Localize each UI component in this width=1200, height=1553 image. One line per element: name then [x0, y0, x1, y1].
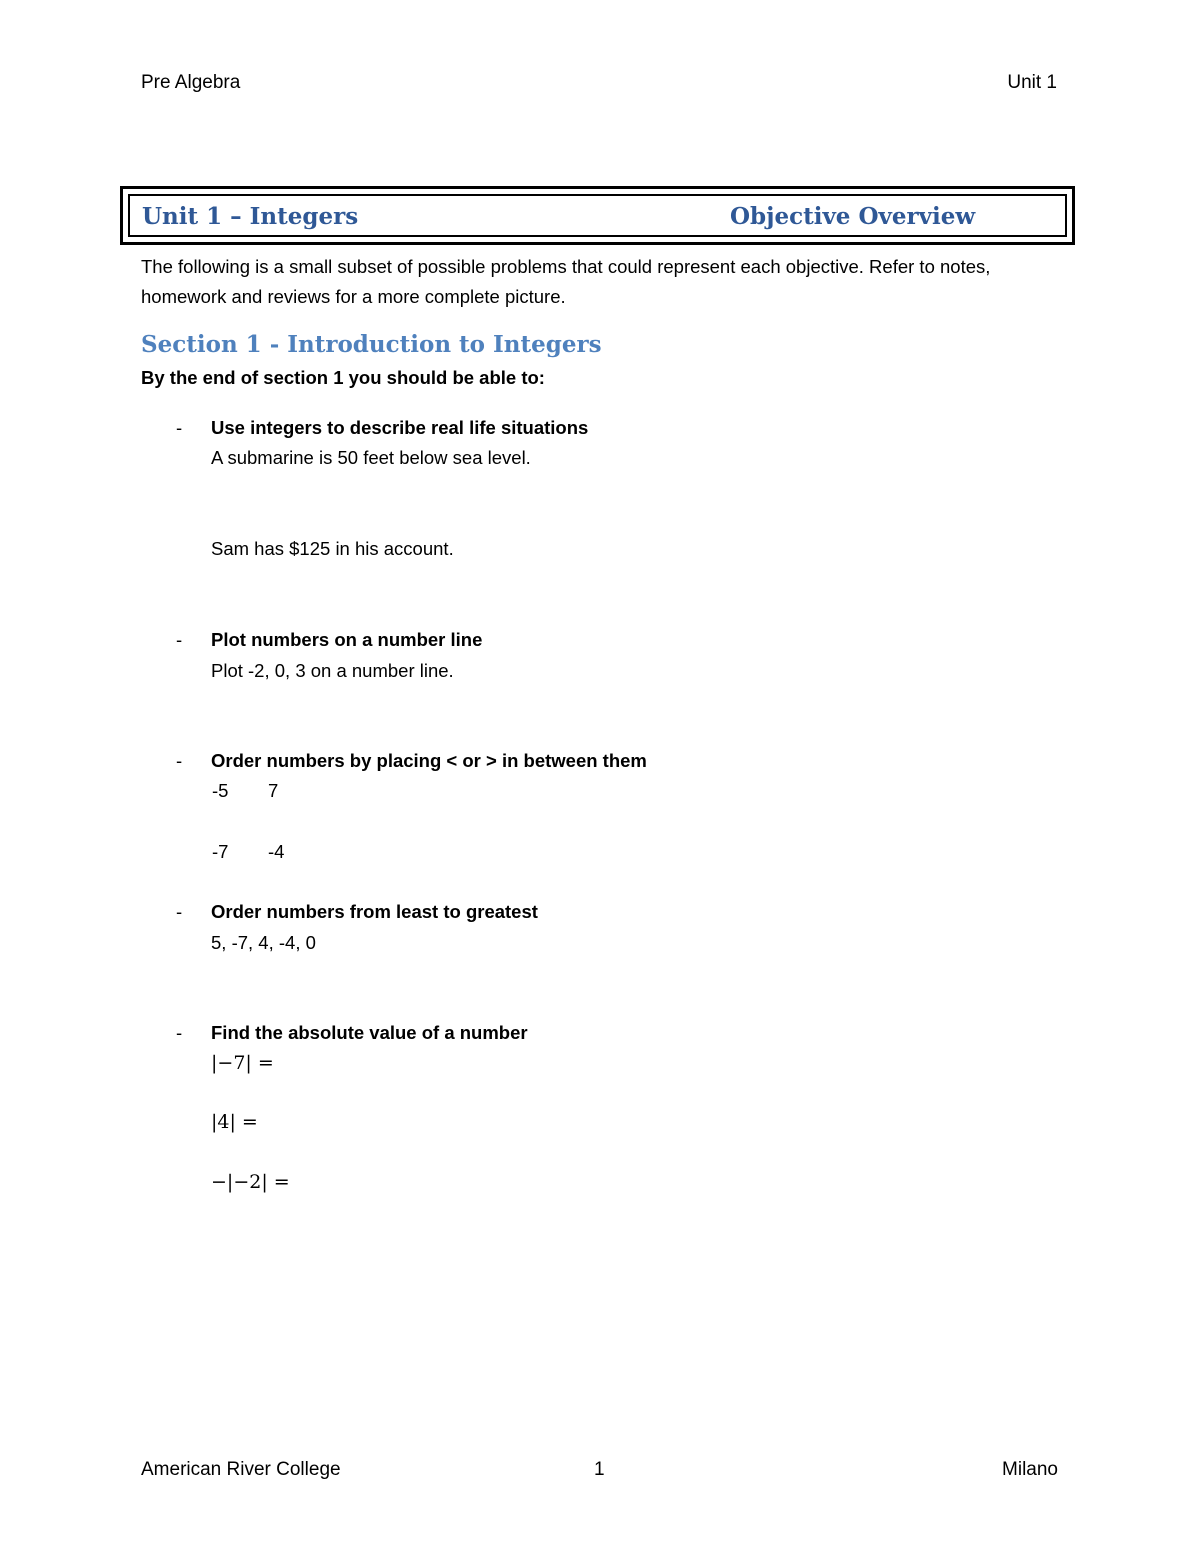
bullet-dash: -	[176, 417, 183, 438]
title-box	[120, 186, 1075, 245]
bullet-dash: -	[176, 629, 183, 650]
footer-author: Milano	[1002, 1459, 1058, 1480]
section-lead: By the end of section 1 you should be able to:	[141, 367, 545, 388]
unit-title: Unit 1 – Integers	[142, 203, 359, 230]
bullet-dash: -	[176, 1022, 183, 1043]
compare-right: -4	[268, 841, 285, 862]
section-title: Section 1 - Introduction to Integers	[141, 331, 602, 358]
page-number: 1	[594, 1459, 605, 1480]
title-box-inner-border	[128, 194, 1067, 237]
absolute-value-expression: |4| =	[211, 1111, 258, 1133]
compare-left: -7	[212, 841, 229, 862]
header-course: Pre Algebra	[141, 72, 241, 93]
example-text: 5, -7, 4, -4, 0	[211, 932, 316, 953]
intro-paragraph: The following is a small subset of possible problems that could represent each objective. Refer to notes, homework and reviews for a more complete picture.	[141, 256, 991, 307]
bullet-dash: -	[176, 901, 183, 922]
compare-left: -5	[212, 780, 229, 801]
objective-heading: Order numbers by placing < or > in between them	[211, 750, 647, 771]
objective-overview-title: Objective Overview	[730, 203, 976, 230]
objective-heading: Use integers to describe real life situations	[211, 417, 589, 438]
absolute-value-expression: −|−2| =	[211, 1171, 290, 1193]
header-unit: Unit 1	[1007, 72, 1057, 93]
absolute-value-expression: |−7| =	[211, 1052, 274, 1074]
example-text: Plot -2, 0, 3 on a number line.	[211, 660, 454, 681]
objective-heading: Plot numbers on a number line	[211, 629, 483, 650]
footer-college: American River College	[141, 1459, 341, 1480]
example-text: Sam has $125 in his account.	[211, 538, 454, 559]
objective-heading: Find the absolute value of a number	[211, 1022, 528, 1043]
compare-right: 7	[268, 780, 279, 801]
bullet-dash: -	[176, 750, 183, 771]
example-text: A submarine is 50 feet below sea level.	[211, 447, 531, 468]
objective-heading: Order numbers from least to greatest	[211, 901, 538, 922]
